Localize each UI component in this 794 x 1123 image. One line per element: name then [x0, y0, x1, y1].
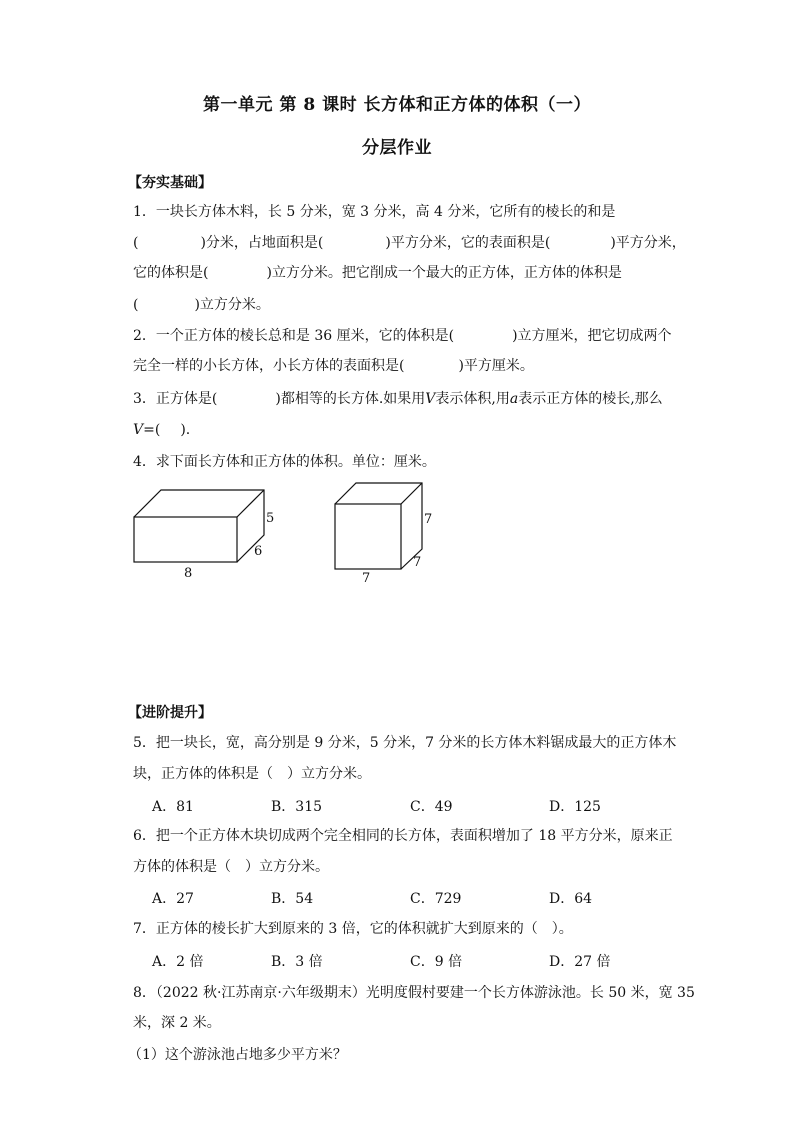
- q8-line-1: 8．（2022 秋·江苏南京·六年级期末）光明度假村要建一个长方体游泳池。长 50 米，宽 35: [133, 985, 695, 1001]
- q1-line-3: 它的体积是( )立方分米。把它削成一个最大的正方体，正方体的体积是: [133, 265, 622, 281]
- q1-line-4: ( )立方分米。: [133, 297, 270, 313]
- section-basic: 【夯实基础】: [128, 175, 212, 191]
- cuboid-front-face: [134, 517, 237, 562]
- q5-option-c: C．49: [410, 799, 453, 815]
- q1-line-2: ( )分米，占地面积是( )平方分米，它的表面积是( )平方分米，: [133, 235, 686, 251]
- cuboid-back-edges: [134, 490, 264, 562]
- q2-line-1: 2．一个正方体的棱长总和是 36 厘米，它的体积是( )立方厘米，把它切成两个: [133, 328, 672, 344]
- q6-option-c: C．729: [410, 891, 462, 907]
- q7-line-1: 7．正方体的棱长扩大到原来的 3 倍，它的体积就扩大到原来的（ ）。: [133, 921, 573, 937]
- cube-top-right-edge: [401, 483, 422, 504]
- q5-option-d: D．125: [549, 799, 601, 815]
- cube-front-face: [335, 504, 401, 569]
- q6-option-d: D．64: [549, 891, 593, 907]
- q4-text: 4．求下面长方体和正方体的体积。单位：厘米。: [133, 454, 436, 470]
- cube-height-label: 7: [424, 512, 433, 527]
- q5-option-b: B．315: [271, 799, 323, 815]
- q7-option-d: D．27 倍: [549, 954, 611, 970]
- q5-line-2: 块，正方体的体积是（ ）立方分米。: [133, 766, 371, 782]
- cuboid-height-label: 5: [266, 511, 275, 526]
- cuboid-width-label: 6: [254, 544, 263, 559]
- q8-line-2: 米，深 2 米。: [133, 1015, 221, 1031]
- q3-line-2: V=( ).: [133, 422, 191, 438]
- cuboid-top-right-edge: [237, 490, 264, 517]
- cube-figure: [335, 483, 422, 569]
- section-advanced: 【进阶提升】: [128, 705, 212, 721]
- q7-option-c: C．9 倍: [410, 954, 463, 970]
- q6-option-b: B．54: [271, 891, 314, 907]
- q7-option-b: B．3 倍: [271, 954, 323, 970]
- cuboid-figure: [134, 490, 264, 562]
- q3-line-1: 3．正方体是( )都相等的长方体.如果用V表示体积,用a表示正方体的棱长,那么: [133, 391, 663, 407]
- q6-line-2: 方体的体积是（ ）立方分米。: [133, 859, 329, 875]
- q1-line-1: 1．一块长方体木料，长 5 分米，宽 3 分米，高 4 分米，它所有的棱长的和是: [133, 204, 616, 220]
- q2-line-2: 完全一样的小长方体，小长方体的表面积是( )平方厘米。: [133, 358, 534, 374]
- cube-side-label: 7: [413, 555, 422, 570]
- cube-front-label: 7: [362, 571, 371, 586]
- page-title: 第一单元 第 8 课时 长方体和正方体的体积（一）: [202, 95, 591, 115]
- q5-line-1: 5．把一块长，宽，高分别是 9 分米，5 分米，7 分米的长方体木料锯成最大的正方体木: [133, 735, 677, 751]
- q7-option-a: A．2 倍: [152, 954, 204, 970]
- q6-line-1: 6．把一个正方体木块切成两个完全相同的长方体，表面积增加了 18 平方分米，原来正: [133, 828, 673, 844]
- q6-option-a: A．27: [152, 891, 194, 907]
- q5-option-a: A．81: [152, 799, 194, 815]
- cuboid-length-label: 8: [184, 566, 193, 581]
- page-subtitle: 分层作业: [362, 138, 432, 158]
- q8-sub-question-1: （1）这个游泳池占地多少平方米？: [128, 1047, 347, 1063]
